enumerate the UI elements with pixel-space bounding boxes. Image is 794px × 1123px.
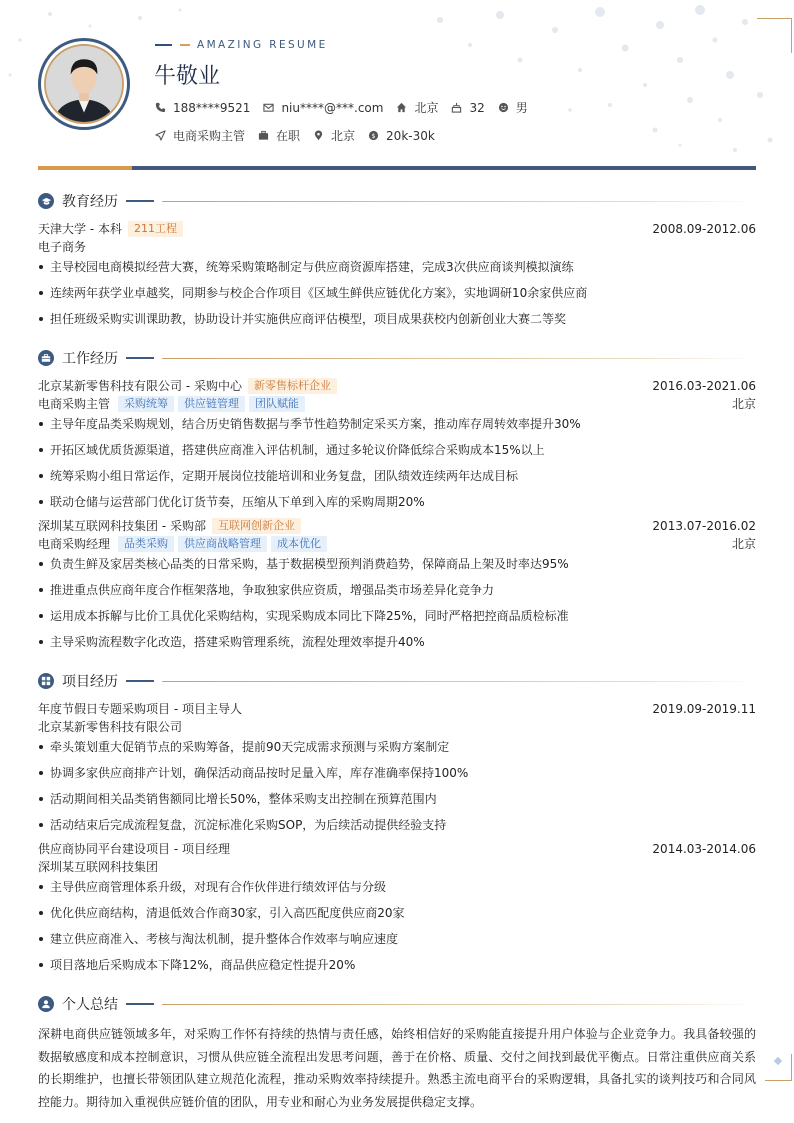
summary-section-header: [38, 995, 756, 1013]
graduation-cap-icon: [38, 193, 54, 209]
skill-tag: 团队赋能: [249, 396, 305, 412]
corner-decoration: [757, 18, 792, 53]
list-item: 主导年度品类采购规划，结合历史销售数据与季节性趋势制定采买方案，推动库存周转效率提升30%: [38, 415, 756, 432]
contact-info-row: [155, 99, 541, 116]
hometown-text: 北京: [414, 101, 439, 115]
status-info: [258, 127, 300, 144]
cake-icon: [451, 102, 462, 113]
list-item: 建立供应商准入、考核与淘汰机制，提升整体合作效率与响应速度: [38, 930, 756, 947]
location-pin-icon: [313, 130, 324, 141]
major-name: 电子商务: [38, 240, 87, 254]
send-icon: [155, 130, 166, 141]
svg-text:$: $: [371, 131, 376, 140]
coin-icon: [368, 130, 379, 141]
skill-tag: 成本优化: [271, 536, 327, 552]
job-target-info: [155, 127, 245, 144]
list-item: 牵头策划重大促销节点的采购筹备，提前90天完成需求预测与采购方案制定: [38, 738, 756, 755]
header-divider: [38, 166, 756, 170]
skill-tag: 供应链管理: [178, 396, 245, 412]
list-item: 协调多家供应商排产计划，确保活动商品按时足量入库，库存准确率保持100%: [38, 764, 756, 781]
section-title: 个人总结: [62, 997, 118, 1013]
age-info: [451, 101, 484, 115]
job-info-row: [155, 127, 448, 144]
salary-text: 20k-30k: [386, 128, 435, 143]
city-info: [313, 127, 355, 144]
gender-text: 男: [515, 101, 528, 115]
list-item: 运用成本拆解与比价工具优化采购结构，实现采购成本同比下降25%，同时严格把控商品质检标准: [38, 607, 756, 624]
list-item: 担任班级采购实训课助教，协助设计并实施供应商评估模型，项目成果获校内创新创业大赛二等奖: [38, 310, 756, 327]
project-name: 年度节假日专题采购项目 - 项目主导人: [38, 702, 242, 716]
section-title: 教育经历: [62, 194, 118, 210]
list-item: 项目落地后采购成本下降12%，商品供应稳定性提升20%: [38, 956, 756, 973]
city-text: 北京: [331, 129, 356, 143]
school-badge: 211工程: [128, 221, 183, 237]
section-title: 项目经历: [62, 674, 118, 690]
list-item: 主导供应商管理体系升级，对现有合作伙伴进行绩效评估与分级: [38, 878, 756, 895]
list-item: 连续两年获学业卓越奖，同期参与校企合作项目《区域生鲜供应链优化方案》，实地调研10余家供应商: [38, 284, 756, 301]
salary-info: [368, 129, 435, 143]
project-org-line: [38, 858, 756, 875]
briefcase-icon: [258, 130, 269, 141]
job-period: 2013.07-2016.02: [652, 518, 756, 533]
job-location: 北京: [731, 397, 756, 411]
avatar-photo: [44, 44, 124, 124]
job-company-line: [38, 377, 756, 394]
company-name: 北京某新零售科技有限公司 - 采购中心: [38, 379, 242, 393]
job-target-text: 电商采购主管: [173, 129, 246, 143]
project-name-line: [38, 840, 756, 857]
avatar: [38, 38, 130, 130]
company-badge: 新零售标杆企业: [248, 378, 337, 394]
job-location: 北京: [731, 537, 756, 551]
resume-tagline: [155, 39, 328, 51]
gender-info: [498, 99, 528, 116]
list-item: 主导校园电商模拟经营大赛，统筹采购策略制定与供应商资源库搭建，完成3次供应商谈判模拟演练: [38, 258, 756, 275]
education-major-line: [38, 238, 756, 255]
skill-tag: 采购统筹: [118, 396, 174, 412]
company-badge: 互联网创新企业: [212, 518, 301, 534]
candidate-name: 牛敬业: [154, 64, 221, 89]
education-section-header: [38, 192, 756, 210]
list-item: 统筹采购小组日常运作，定期开展岗位技能培训和业务复盘，团队绩效连续两年达成目标: [38, 467, 756, 484]
skill-tag: 品类采购: [118, 536, 174, 552]
list-item: 推进重点供应商年度合作框架落地，争取独家供应资质，增强品类市场差异化竞争力: [38, 581, 756, 598]
project-name-line: [38, 700, 756, 717]
company-name: 深圳某互联网科技集团 - 采购部: [38, 519, 206, 533]
phone-info: [155, 101, 250, 115]
phone-icon: [155, 102, 166, 113]
age-text: 32: [469, 100, 485, 115]
job-position-line: [38, 535, 756, 552]
list-item: 主导采购流程数字化改造，搭建采购管理系统，流程处理效率提升40%: [38, 633, 756, 650]
briefcase-icon: [38, 350, 54, 366]
grid-icon: [38, 673, 54, 689]
work-section-header: [38, 349, 756, 367]
project-org: 北京某新零售科技有限公司: [38, 720, 183, 734]
list-item: 联动仓储与运营部门优化订货节奏，压缩从下单到入库的采购周期20%: [38, 493, 756, 510]
project-org-line: [38, 718, 756, 735]
list-item: 开拓区域优质货源渠道，搭建供应商准入评估机制，通过多轮议价降低综合采购成本15%以上: [38, 441, 756, 458]
education-school-line: [38, 220, 756, 237]
school-name: 天津大学 - 本科: [38, 222, 122, 236]
job-position: 电商采购经理: [38, 537, 111, 551]
list-item: 活动期间相关品类销售额同比增长50%，整体采购支出控制在预算范围内: [38, 790, 756, 807]
list-item: 活动结束后完成流程复盘，沉淀标准化采购SOP，为后续活动提供经验支持: [38, 816, 756, 833]
tagline-text: AMAZING RESUME: [197, 39, 328, 51]
hometown-info: [396, 99, 438, 116]
job-position: 电商采购主管: [38, 397, 111, 411]
summary-text: 深耕电商供应链领域多年，对采购工作怀有持续的热情与责任感，始终相信好的采购能直接提升用户体验与企业竞争力。我具备较强的数据敏感度和成本控制意识，习惯从供应链全流程出发思考问题，善于在价格、质量、交付之间找到最优平衡点。日常注重供应商关系的长期维护，也擅长带领团队建立规范化流程，推动采购效率持续提升。熟悉主流电商平台的采购逻辑，具备扎实的谈判技巧和合同风控能力。期待加入重视供应链价值的团队，用专业和耐心为业务发展提供稳定支撑。: [38, 1027, 756, 1109]
status-text: 在职: [276, 129, 301, 143]
project-period: 2014.03-2014.06: [652, 841, 756, 856]
email-info: [263, 101, 383, 115]
job-period: 2016.03-2021.06: [652, 378, 756, 393]
skill-tag: 供应商战略管理: [178, 536, 267, 552]
home-icon: [396, 102, 407, 113]
project-name: 供应商协同平台建设项目 - 项目经理: [38, 842, 230, 856]
education-period: 2008.09-2012.06: [652, 221, 756, 236]
projects-section-header: [38, 672, 756, 690]
project-org: 深圳某互联网科技集团: [38, 860, 159, 874]
mail-icon: [263, 102, 274, 113]
section-title: 工作经历: [62, 351, 118, 367]
phone-text: 188****9521: [173, 100, 251, 115]
email-text: niu****@***.com: [281, 100, 384, 115]
job-company-line: [38, 517, 756, 534]
smile-icon: [498, 102, 509, 113]
list-item: 优化供应商结构，清退低效合作商30家，引入高匹配度供应商20家: [38, 904, 756, 921]
job-position-line: [38, 395, 756, 412]
list-item: 负责生鲜及家居类核心品类的日常采购，基于数据模型预判消费趋势，保障商品上架及时率达95%: [38, 555, 756, 572]
project-period: 2019.09-2019.11: [652, 701, 756, 716]
user-icon: [38, 996, 54, 1012]
